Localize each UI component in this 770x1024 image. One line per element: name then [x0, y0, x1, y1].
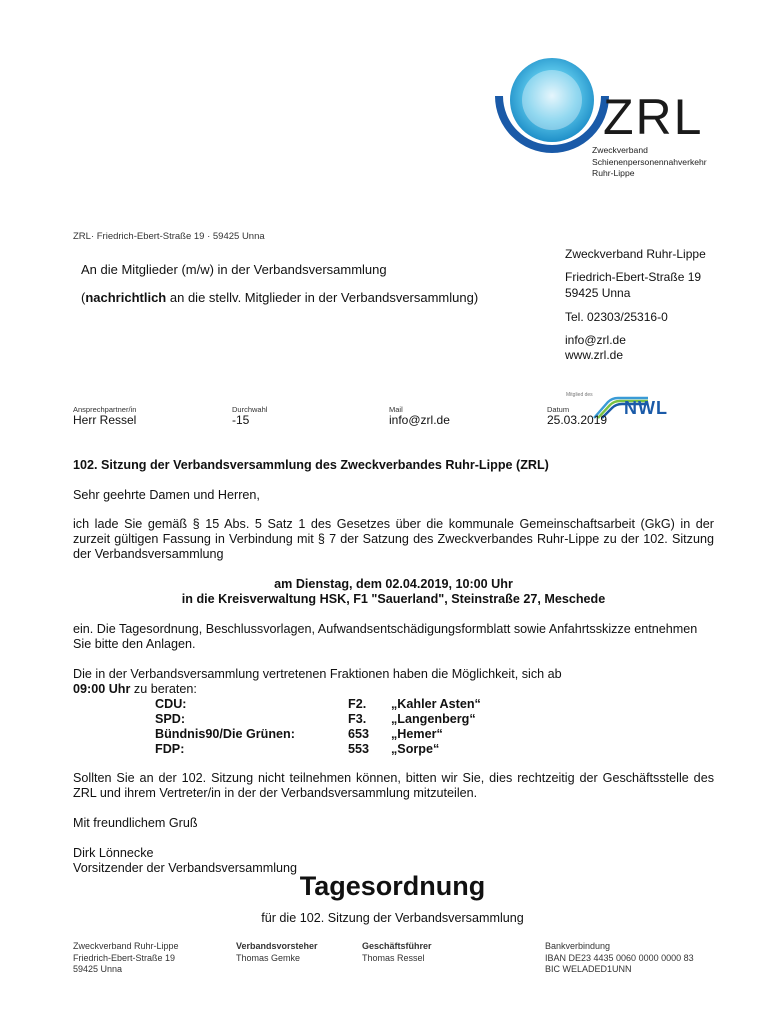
footer-address [73, 941, 179, 976]
recipient-line: An die Mitglieder (m/w) in der Verbandsversammlung [81, 262, 387, 277]
salutation: Sehr geehrte Damen und Herren, [73, 488, 260, 502]
ext-value: -15 [232, 413, 250, 427]
footer-line: IBAN DE23 4435 0060 0000 0000 83 [545, 952, 694, 963]
factions-intro-time [73, 682, 714, 697]
recipient-line-cc [81, 290, 478, 305]
mail-label: Mail [389, 405, 403, 414]
faction-name: SPD: [155, 712, 186, 726]
footer-line: BIC WELADED1UNN [545, 964, 632, 974]
footer-manager [362, 941, 432, 964]
factions-intro-tail: zu beraten: [130, 682, 197, 696]
contact-label: Ansprechpartner/in [73, 405, 137, 414]
footer-heading: Geschäftsführer [362, 941, 432, 951]
footer-heading: Verbandsvorsteher [236, 941, 318, 951]
faction-room: 653 [348, 727, 370, 741]
logo-sub-line: Schienenpersonennahverkehr [592, 156, 707, 167]
faction-room-name: „Langenberg“ [391, 712, 476, 726]
logo-subtitle [592, 145, 707, 180]
org-street: Friedrich-Ebert-Straße 19 [565, 270, 702, 284]
faction-name: Bündnis90/Die Grünen: [155, 727, 295, 741]
faction-room-name: „Hemer“ [391, 727, 443, 741]
closing: Mit freundlichem Gruß [73, 816, 198, 830]
footer-bank [545, 941, 694, 976]
faction-room: F3. [348, 712, 367, 726]
factions-intro: Die in der Verbandsversammlung vertretenen Fraktionen haben die Möglichkeit, sich ab [73, 667, 562, 681]
faction-room: F2. [348, 697, 367, 711]
org-city: 59425 Unna [565, 286, 631, 300]
footer-line: Zweckverband Ruhr-Lippe [73, 941, 179, 951]
recipient-cc-bold: nachrichtlich [85, 290, 167, 305]
paren-open: ( [81, 290, 86, 305]
org-web[interactable]: www.zrl.de [565, 348, 624, 362]
faction-name: CDU: [155, 697, 187, 711]
logo-wordmark: ZRL [603, 89, 704, 145]
signer-name: Dirk Lönnecke [73, 846, 154, 860]
org-name: Zweckverband Ruhr-Lippe [565, 247, 706, 261]
agenda-title: Tagesordnung [299, 871, 486, 901]
paragraph-invitation: ich lade Sie gemäß § 15 Abs. 5 Satz 1 des Gesetzes über die kommunale Gemeinschaftsarbeit (GkG) in der zurzeit gültigen Fassung in Verbindung mit § 7 der Satzung des Zweckverbandes Ruhr-Lippe zu der 102. Sitzung der Verbandsversammlung [73, 517, 714, 561]
meeting-date: am Dienstag, dem 02.04.2019, 10:00 Uhr [274, 577, 513, 591]
paragraph-attachments: ein. Die Tagesordnung, Beschlussvorlagen, Aufwandsentschädigungsformblatt sowie Anfahrtsskizze entnehmen Sie bitte den Anlagen. [73, 622, 698, 651]
org-tel: Tel. 02303/25316-0 [565, 310, 668, 324]
nwl-caption: Mitglied des [566, 392, 593, 398]
footer-chair [236, 941, 318, 964]
footer-line: Friedrich-Ebert-Straße 19 [73, 952, 176, 963]
org-email[interactable]: info@zrl.de [565, 333, 626, 347]
footer-line: Bankverbindung [545, 941, 611, 951]
signer-title: Vorsitzender der Verbandsversammlung [73, 861, 298, 875]
recipient-cc-rest: an die stellv. Mitglieder in der Verbandsversammlung) [166, 290, 479, 305]
agenda-subtitle: für die 102. Sitzung der Verbandsversammlung [261, 911, 524, 925]
faction-name: FDP: [155, 742, 185, 756]
faction-room-name: „Kahler Asten“ [391, 697, 481, 711]
meeting-place: in die Kreisverwaltung HSK, F1 "Sauerland", Steinstraße 27, Meschede [181, 592, 606, 606]
faction-room-name: „Sorpe“ [391, 742, 440, 756]
paragraph-absence: Sollten Sie an der 102. Sitzung nicht teilnehmen können, bitten wir Sie, dies rechtzeitig der Geschäftsstelle des ZRL und ihrem Vertreter/in in der der Verbandsversammlung mitzuteilen. [73, 771, 714, 800]
factions-time: 09:00 Uhr [73, 682, 131, 696]
footer-line: Thomas Ressel [362, 952, 425, 963]
contact-value: Herr Ressel [73, 413, 137, 427]
logo-sub-line: Ruhr-Lippe [592, 168, 635, 178]
sender-address-line: ZRL· Friedrich-Ebert-Straße 19 · 59425 Unna [73, 231, 265, 242]
logo-sub-line: Zweckverband [592, 145, 648, 155]
date-value: 25.03.2019 [547, 413, 608, 427]
footer-line: 59425 Unna [73, 964, 123, 974]
footer-line: Thomas Gemke [236, 952, 301, 963]
faction-room: 553 [348, 742, 370, 756]
date-label: Datum [547, 405, 570, 414]
mail-value[interactable]: info@zrl.de [389, 413, 450, 427]
ext-label: Durchwahl [232, 405, 268, 414]
letter-subject: 102. Sitzung der Verbandsversammlung des Zweckverbandes Ruhr-Lippe (ZRL) [73, 458, 549, 472]
nwl-wordmark: NWL [624, 398, 668, 418]
